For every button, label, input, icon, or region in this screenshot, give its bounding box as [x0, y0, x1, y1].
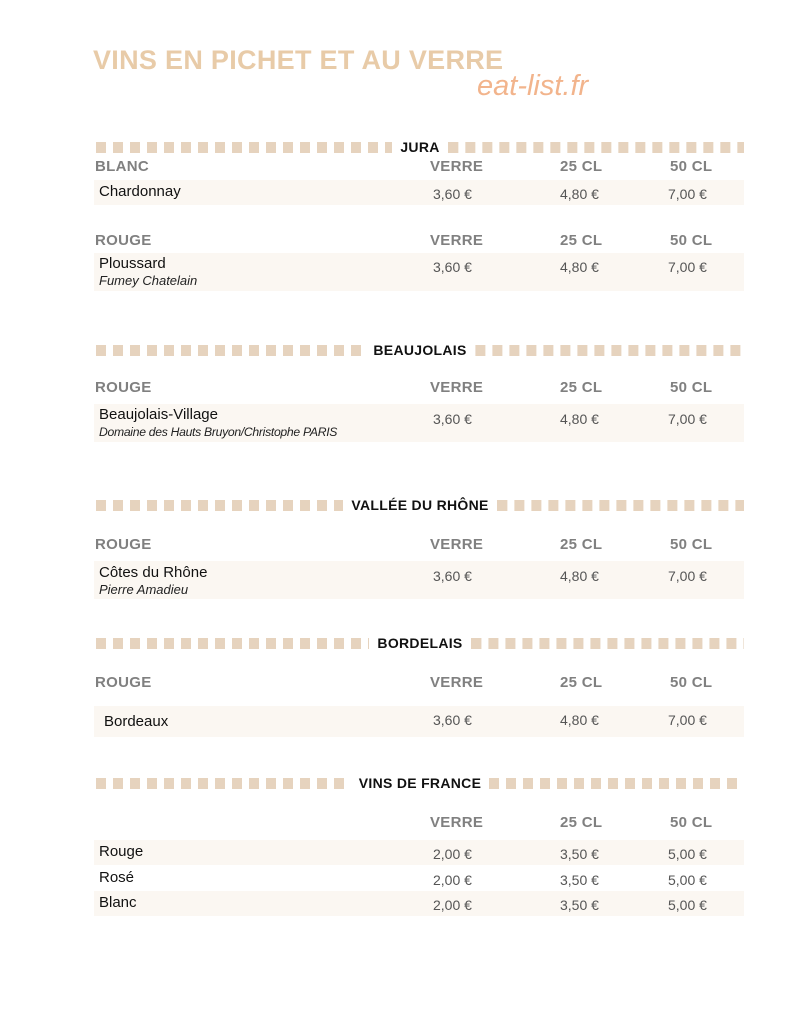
wine-row — [94, 253, 744, 291]
divider-dots-right — [497, 500, 744, 511]
col-header-25cl: 25 CL — [560, 674, 603, 691]
divider-dots-left — [96, 778, 351, 789]
price-glass: 2,00 € — [433, 872, 472, 888]
wine-producer: Pierre Amadieu — [99, 582, 189, 597]
wine-name: Bordeaux — [104, 713, 169, 730]
col-header-50cl: 50 CL — [670, 814, 713, 831]
section-title: VALLÉE DU RHÔNE — [351, 497, 489, 513]
divider-dots-right — [448, 142, 744, 153]
col-header-25cl: 25 CL — [560, 814, 603, 831]
wine-row — [94, 180, 744, 205]
price-25cl: 4,80 € — [560, 568, 599, 584]
price-50cl: 5,00 € — [668, 872, 707, 888]
price-50cl: 7,00 € — [668, 186, 707, 202]
price-50cl: 7,00 € — [668, 712, 707, 728]
price-50cl: 7,00 € — [668, 411, 707, 427]
page-title: VINS EN PICHET ET AU VERRE — [93, 45, 504, 75]
price-glass: 2,00 € — [433, 897, 472, 913]
price-glass: 3,60 € — [433, 259, 472, 275]
wine-name: Côtes du Rhône — [99, 564, 208, 581]
col-header-25cl: 25 CL — [560, 379, 603, 396]
col-header-25cl: 25 CL — [560, 536, 603, 553]
wine-row — [94, 866, 744, 891]
col-header-25cl: 25 CL — [560, 158, 603, 175]
price-glass: 3,60 € — [433, 411, 472, 427]
divider-dots-left — [96, 638, 369, 649]
wine-type-header: ROUGE — [95, 536, 152, 553]
section-title: JURA — [400, 139, 440, 155]
wine-type-header: BLANC — [95, 158, 149, 175]
wine-name: Rosé — [99, 869, 135, 886]
section-divider-beaujolais — [96, 343, 744, 357]
divider-dots-right — [471, 638, 744, 649]
price-25cl: 3,50 € — [560, 897, 599, 913]
divider-dots-left — [96, 142, 392, 153]
col-header-glass: VERRE — [430, 232, 484, 249]
wine-type-header: ROUGE — [95, 379, 152, 396]
watermark: eat-list.fr — [477, 70, 589, 102]
wine-type-header: ROUGE — [95, 232, 152, 249]
section-divider-jura — [96, 140, 744, 154]
price-25cl: 4,80 € — [560, 259, 599, 275]
wine-type-header: ROUGE — [95, 674, 152, 691]
wine-name: Beaujolais-Village — [99, 406, 218, 423]
price-25cl: 4,80 € — [560, 712, 599, 728]
col-header-50cl: 50 CL — [670, 674, 713, 691]
price-50cl: 7,00 € — [668, 259, 707, 275]
section-title: BEAUJOLAIS — [373, 342, 467, 358]
price-25cl: 4,80 € — [560, 186, 599, 202]
wine-name: Chardonnay — [99, 183, 181, 200]
col-header-50cl: 50 CL — [670, 379, 713, 396]
section-divider-vins-de-france — [96, 776, 744, 790]
price-50cl: 7,00 € — [668, 568, 707, 584]
col-header-glass: VERRE — [430, 814, 484, 831]
wine-name: Ploussard — [99, 255, 166, 272]
section-divider-vallee-du-rhone — [96, 498, 744, 512]
col-header-glass: VERRE — [430, 379, 484, 396]
wine-row — [94, 404, 744, 442]
divider-dots-left — [96, 345, 365, 356]
divider-dots-right — [475, 345, 744, 356]
col-header-glass: VERRE — [430, 158, 484, 175]
wine-row — [94, 891, 744, 916]
wine-row — [94, 706, 744, 737]
wine-row — [94, 840, 744, 865]
price-25cl: 3,50 € — [560, 872, 599, 888]
price-glass: 3,60 € — [433, 186, 472, 202]
wine-name: Blanc — [99, 894, 137, 911]
wine-producer: Fumey Chatelain — [99, 273, 198, 288]
col-header-50cl: 50 CL — [670, 536, 713, 553]
price-25cl: 4,80 € — [560, 411, 599, 427]
col-header-50cl: 50 CL — [670, 232, 713, 249]
section-title: VINS DE FRANCE — [358, 775, 482, 791]
col-header-25cl: 25 CL — [560, 232, 603, 249]
col-header-50cl: 50 CL — [670, 158, 713, 175]
section-divider-bordelais — [96, 636, 744, 650]
divider-dots-left — [96, 500, 343, 511]
price-25cl: 3,50 € — [560, 846, 599, 862]
wine-row — [94, 561, 744, 599]
wine-producer: Domaine des Hauts Bruyon/Christophe PARIS — [99, 425, 338, 439]
price-50cl: 5,00 € — [668, 846, 707, 862]
section-title: BORDELAIS — [377, 635, 463, 651]
price-50cl: 5,00 € — [668, 897, 707, 913]
price-glass: 3,60 € — [433, 568, 472, 584]
price-glass: 3,60 € — [433, 712, 472, 728]
col-header-glass: VERRE — [430, 536, 484, 553]
wine-name: Rouge — [99, 843, 144, 860]
col-header-glass: VERRE — [430, 674, 484, 691]
divider-dots-right — [489, 778, 744, 789]
price-glass: 2,00 € — [433, 846, 472, 862]
